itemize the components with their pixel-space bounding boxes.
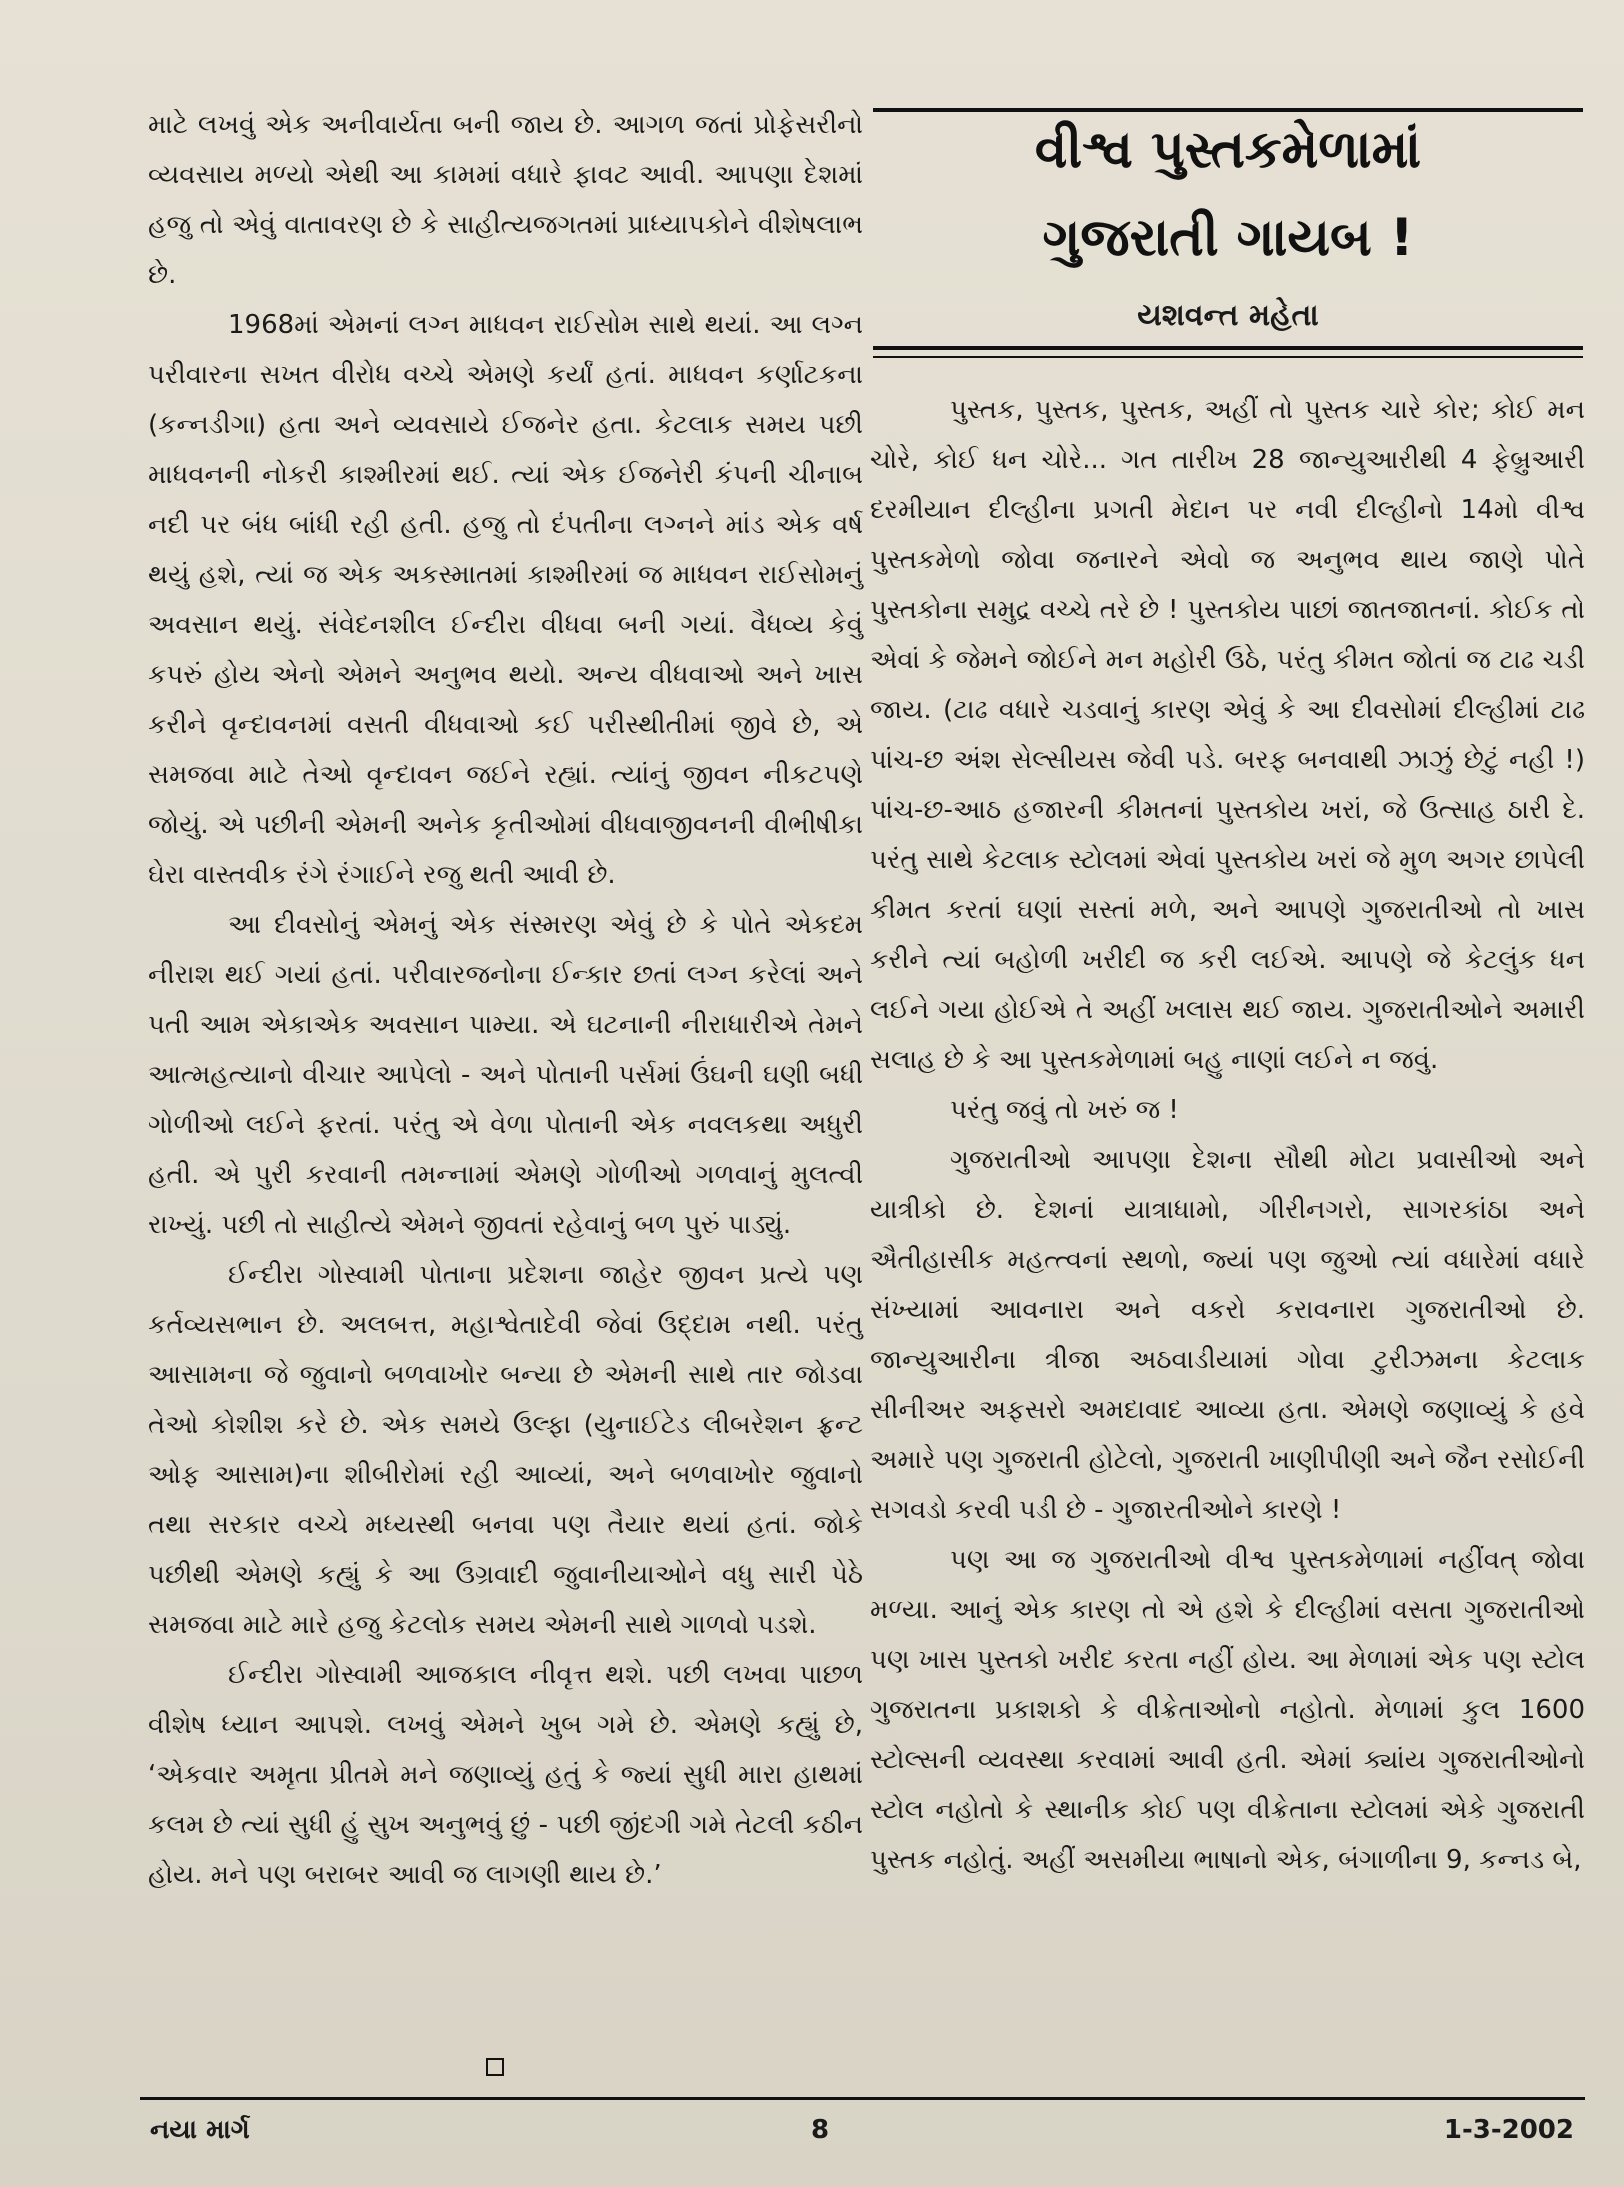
article-byline: યશવન્ત મહેતા	[1137, 298, 1319, 333]
right-column	[870, 385, 1585, 1885]
footer-rule	[140, 2097, 1585, 2100]
left-paragraph-3: આ દીવસોનું એમનું એક સંસ્મરણ એવું છે કે પોતે એકદમ નીરાશ થઈ ગયાં હતાં. પરીવારજનોના ઈન્કાર છતાં લગ્ન કરેલાં અને પતી આમ એકાએક અવસાન પામ્યા. એ ઘટનાની નીરાધારીએ તેમને આત્મહત્યાનો વીચાર આપેલો - અને પોતાની પર્સમાં ઉંઘની ઘણી બધી ગોળીઓ લઈને ફરતાં. પરંતુ એ વેળા પોતાની એક નવલકથા અધુરી હતી. એ પુરી કરવાની તમન્નામાં એમણે ગોળીઓ ગળવાનું મુલત્વી રાખ્યું. પછી તો સાહીત્યે એમને જીવતાં રહેવાનું બળ પુરું પાડ્યું.	[148, 910, 863, 1240]
footer-magazine-name: નયા માર્ગ	[150, 2115, 250, 2145]
left-paragraph-1: માટે લખવું એક અનીવાર્યતા બની જાય છે. આગળ જતાં પ્રોફેસરીનો વ્યવસાય મળ્યો એથી આ કામમાં વધારે ફાવટ આવી. આપણા દેશમાં હજુ તો એવું વાતાવરણ છે કે સાહીત્યજગતમાં પ્રાધ્યાપકોને વીશેષલાભ છે.	[148, 110, 863, 290]
right-paragraph-4: પણ આ જ ગુજરાતીઓ વીશ્વ પુસ્તકમેળામાં નહીંવત્ જોવા મળ્યા. આનું એક કારણ તો એ હશે કે દીલ્હીમાં વસતા ગુજરાતીઓ પણ ખાસ પુસ્તકો ખરીદ કરતા નહીં હોય. આ મેળામાં એક પણ સ્ટોલ ગુજરાતના પ્રકાશકો કે વીક્રેતાઓનો નહોતો. મેળામાં કુલ 1600 સ્ટોલ્સની વ્યવસ્થા કરવામાં આવી હતી. એમાં ક્યાંય ગુજરાતીઓનો સ્ટોલ નહોતો કે સ્થાનીક કોઈ પણ વીક્રેતાના સ્ટોલમાં એકે ગુજરાતી પુસ્તક નહોતું. અહીં અસમીયા ભાષાનો એક, બંગાળીના 9, કન્નડ બે,	[870, 1545, 1585, 1875]
left-paragraph-5: ઈન્દીરા ગોસ્વામી આજકાલ નીવૃત્ત થશે. પછી લખવા પાછળ વીશેષ ધ્યાન આપશે. લખવું એમને ખુબ ગમે છે. એમણે કહ્યું છે, ‘એકવાર અમૃતા પ્રીતમે મને જણાવ્યું હતું કે જ્યાં સુધી મારા હાથમાં કલમ છે ત્યાં સુધી હું સુખ અનુભવું છું - પછી જીંદગી ગમે તેટલી કઠીન હોય. મને પણ બરાબર આવી જ લાગણી થાય છે.’	[148, 1660, 863, 1890]
right-paragraph-1: પુસ્તક, પુસ્તક, પુસ્તક, અહીં તો પુસ્તક ચારે કોર; કોઈ મન ચોરે, કોઈ ધન ચોરે... ગત તારીખ 28 જાન્યુઆરીથી 4 ફેબ્રુઆરી દરમીયાન દીલ્હીના પ્રગતી મેદાન પર નવી દીલ્હીનો 14મો વીશ્વ પુસ્તકમેળો જોવા જનારને એવો જ અનુભવ થાય જાણે પોતે પુસ્તકોના સમુદ્ર વચ્ચે તરે છે ! પુસ્તકોય પાછાં જાતજાતનાં. કોઈક તો એવાં કે જેમને જોઈને મન મહોરી ઉઠે, પરંતુ કીમત જોતાં જ ટાઢ ચડી જાય. (ટાઢ વધારે ચડવાનું કારણ એવું કે આ દીવસોમાં દીલ્હીમાં ટાઢ પાંચ-છ અંશ સેલ્સીયસ જેવી પડે. બરફ બનવાથી ઝાઝું છેટું નહી !) પાંચ-છ-આઠ હજારની કીમતનાં પુસ્તકોય ખરાં, જે ઉત્સાહ ઠારી દે. પરંતુ સાથે કેટલાક સ્ટોલમાં એવાં પુસ્તકોય ખરાં જે મુળ અગર છાપેલી કીમત કરતાં ઘણાં સસ્તાં મળે, અને આપણે ગુજરાતીઓ તો ખાસ કરીને ત્યાં બહોળી ખરીદી જ કરી લઈએ. આપણે જે કેટલુંક ધન લઈને ગયા હોઈએ તે અહીં ખલાસ થઈ જાય. ગુજરાતીઓને અમારી સલાહ છે કે આ પુસ્તકમેળામાં બહુ નાણાં લઈને ન જવું.	[870, 395, 1585, 1075]
article-end-mark	[486, 2058, 504, 2076]
left-paragraph-2: 1968માં એમનાં લગ્ન માધવન રાઈસોમ સાથે થયાં. આ લગ્ન પરીવારના સખત વીરોધ વચ્ચે એમણે કર્યાં હતાં. માધવન કર્ણાટકના (કન્નડીગા) હતા અને વ્યવસાયે ઈજનેર હતા. કેટલાક સમય પછી માધવનની નોકરી કાશ્મીરમાં થઈ. ત્યાં એક ઈજનેરી કંપની ચીનાબ નદી પર બંધ બાંધી રહી હતી. હજુ તો દંપતીના લગ્નને માંડ એક વર્ષ થયું હશે, ત્યાં જ એક અકસ્માતમાં કાશ્મીરમાં જ માધવન રાઈસોમનું અવસાન થયું. સંવેદનશીલ ઈન્દીરા વીધવા બની ગયાં. વૈધવ્ય કેવું કપરું હોય એનો એમને અનુભવ થયો. અન્ય વીધવાઓ અને ખાસ કરીને વૃન્દાવનમાં વસતી વીધવાઓ કઈ પરીસ્થીતીમાં જીવે છે, એ સમજવા માટે તેઓ વૃન્દાવન જઈને રહ્યાં. ત્યાંનું જીવન નીકટપણે જોયું. એ પછીની એમની અનેક કૃતીઓમાં વીધવાજીવનની વીભીષીકા ઘેરા વાસ્તવીક રંગે રંગાઈને રજુ થતી આવી છે.	[148, 310, 863, 890]
footer-page-number: 8	[810, 2115, 830, 2145]
right-paragraph-3: ગુજરાતીઓ આપણા દેશના સૌથી મોટા પ્રવાસીઓ અને યાત્રીકો છે. દેશનાં યાત્રાધામો, ગીરીનગરો, સાગરકાંઠા અને ઐતીહાસીક મહત્ત્વનાં સ્થળો, જ્યાં પણ જુઓ ત્યાં વધારેમાં વધારે સંખ્યામાં આવનારા અને વકરો કરાવનારા ગુજરાતીઓ છે. જાન્યુઆરીના ત્રીજા અઠવાડીયામાં ગોવા ટુરીઝમના કેટલાક સીનીઅર અફસરો અમદાવાદ આવ્યા હતા. એમણે જણાવ્યું કે હવે અમારે પણ ગુજરાતી હોટેલો, ગુજરાતી ખાણીપીણી અને જૈન રસોઈની સગવડો કરવી પડી છે - ગુજારતીઓને કારણે !	[870, 1145, 1585, 1525]
left-column	[148, 100, 863, 1900]
footer-date: 1-3-2002	[1443, 2115, 1574, 2145]
article-title-line-1: વીશ્વ પુસ્તકમેળામાં	[1034, 120, 1422, 180]
byline-double-rule	[873, 346, 1583, 358]
article-title-line-2: ગુજરાતી ગાયબ !	[1042, 208, 1414, 268]
left-paragraph-4: ઈન્દીરા ગોસ્વામી પોતાના પ્રદેશના જાહેર જીવન પ્રત્યે પણ કર્તવ્યસભાન છે. અલબત્ત, મહાશ્વેતાદેવી જેવાં ઉદ્દામ નથી. પરંતુ આસામના જે જુવાનો બળવાખોર બન્યા છે એમની સાથે તાર જોડવા તેઓ કોશીશ કરે છે. એક સમયે ઉલ્ફા (યુનાઈટેડ લીબરેશન ફ્રન્ટ ઓફ આસામ)ના શીબીરોમાં રહી આવ્યાં, અને બળવાખોર જુવાનો તથા સરકાર વચ્ચે મધ્યસ્થી બનવા પણ તૈયાર થયાં હતાં. જોકે પછીથી એમણે કહ્યું કે આ ઉગ્રવાદી જુવાનીયાઓને વધુ સારી પેઠે સમજવા માટે મારે હજુ કેટલોક સમય એમની સાથે ગાળવો પડશે.	[148, 1260, 863, 1640]
title-top-rule	[873, 108, 1583, 112]
right-paragraph-2: પરંતુ જવું તો ખરું જ !	[950, 1095, 1179, 1125]
